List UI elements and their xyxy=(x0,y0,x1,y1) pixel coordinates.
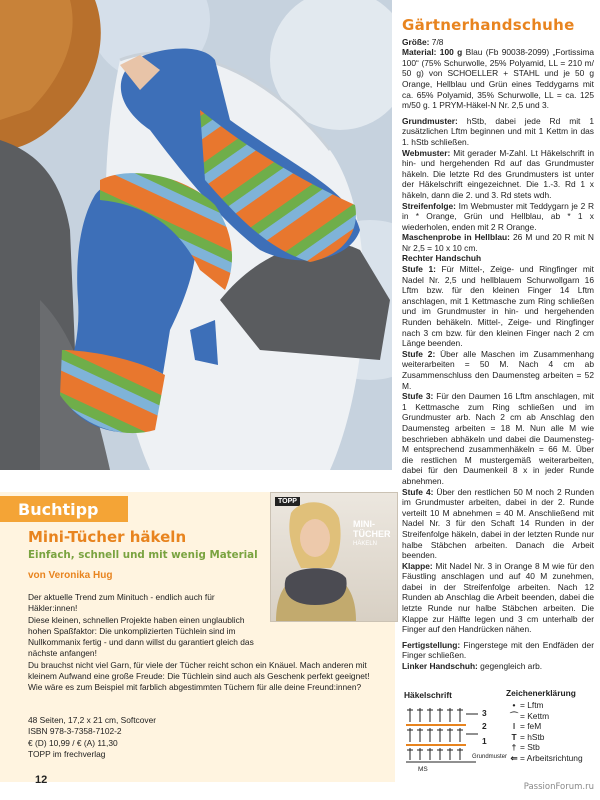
legend-symbol: • xyxy=(512,700,516,710)
paragraph-label: Material: 100 g xyxy=(402,47,463,58)
paragraph-label: Streifenfolge: xyxy=(402,200,456,211)
article-paragraph xyxy=(402,47,594,111)
legend-text: = feM xyxy=(520,721,542,731)
article-paragraph xyxy=(402,37,594,48)
paragraph-label: Maschenprobe in Hellblau: xyxy=(402,232,510,243)
paragraph-label: Linker Handschuh: xyxy=(402,661,478,672)
legend-text: = Stb xyxy=(520,742,540,752)
paragraph-label: Klappe: xyxy=(402,560,433,571)
paragraph-text: Mit gerader M-Zahl. Lt Häkelschrift in hin- und hergehenden Rd auf das Grundmuster häkeln. Die letzte Rd des Grundmusters ist unter der Häkelschrift eingezeichnet. Die 1.-3. Rd 1 x häkeln, dann die 2. und 3. Rd stets wdh. xyxy=(402,147,594,200)
article-paragraph xyxy=(402,661,594,672)
legend-item xyxy=(508,742,583,753)
paragraph-label: Grundmuster: xyxy=(402,115,458,126)
cover-woman-image xyxy=(271,493,397,621)
book-author: von Veronika Hug xyxy=(28,570,113,581)
paragraph-label: Stufe 2: xyxy=(402,348,436,359)
paragraph-text: Über den restlichen 50 M noch 2 Runden im Grundmuster arbeiten, dabei in der 2. Runde verteilt 10 M abnehmen = 40 M. Anschließend mit Nadel Nr. 3 für den Schaft 14 Runden in der Streifenfolge häkeln, dabei in der letzten Runde nur halbe Stäbchen arbeiten. Danach die Arbeit beenden. xyxy=(402,486,594,561)
chart-row-2: 2 xyxy=(482,721,487,731)
legend-symbol: † xyxy=(511,742,517,752)
legend-item xyxy=(508,700,583,711)
book-meta xyxy=(28,715,156,760)
crochet-chart-area xyxy=(402,688,594,773)
chart-row-3: 3 xyxy=(482,708,487,718)
cover-title-1: MINI- xyxy=(353,519,375,529)
book-cover xyxy=(270,492,398,622)
paragraph-label: Stufe 4: xyxy=(402,486,434,497)
book-desc-p1: Der aktuelle Trend zum Minituch - endlich auch für Häkler:innen! xyxy=(28,592,215,614)
chart-title: Häkelschrift xyxy=(404,690,452,700)
legend-symbol: T xyxy=(511,731,517,742)
paragraph-text: Über alle Maschen im Zusammenhang weiterarbeiten = 50 M. Nach 4 cm ab Zusammenschluss den Daumensteg arbeiten = 52 M. xyxy=(402,348,594,391)
chart-grund-label: Grundmuster xyxy=(472,754,508,760)
article-column xyxy=(402,0,594,700)
paragraph-text: 7/8 xyxy=(429,36,444,47)
book-desc-p3: Du brauchst nicht viel Garn, für viele der Tücher reicht schon ein Knäuel. Mach anderen mit kleinem Aufwand eine große Freude: Die Tüchlein sind auch als Geschenk perfekt geeignet! Wie wäre es zum Beispiel mit farblich abgestimmten Tüchern für alle deine Freund:innen? xyxy=(28,659,370,693)
book-meta-price: € (D) 10,99 / € (A) 11,30 xyxy=(28,737,118,748)
article-paragraph xyxy=(402,201,594,233)
book-meta-isbn: ISBN 978-3-7358-7102-2 xyxy=(28,726,122,737)
paragraph-text: Mit Nadel Nr. 3 in Orange 8 M wie für den Fäustling anschlagen und auf 40 M zunehmen, dabei in der Streifenfolge arbeiten. Nach 12 Runden ab Anschlag die Arbeit beenden, dabei die letzte Runde nur halbe Stäbchen arbeiten. Die Klappe zur Hälfte legen und 3 cm unterhalb der Finger auf den Handrücken nähen. xyxy=(402,560,594,635)
legend-symbol: ǀ xyxy=(512,721,516,731)
legend-item xyxy=(508,721,583,732)
paragraph-label: Größe: xyxy=(402,36,430,47)
cover-title-2: TÜCHER xyxy=(353,529,391,539)
buchtipp-header xyxy=(28,528,278,581)
page-number: 12 xyxy=(35,774,48,786)
paragraph-text: Für Mittel-, Zeige- und Ringfinger mit Nadel Nr. 2,5 und hellblauem Schurwollgarn 16 Lftm bzw. für den kleinen Finger 14 Lftm anschlagen, mit 1 Kettmasche zum Ring schließen und im Grundmuster in hin- und hergehenden Runden behäkeln. Mittel-, Zeige- und Ringfinger nach 3 cm bzw. für den kleinen Finger nach 2 cm Länge beenden. xyxy=(402,264,594,349)
article-paragraph xyxy=(402,264,594,349)
paragraph-text: Für den Daumen 16 Lftm anschlagen, mit 1 Kettmasche zum Ring schließen und im Grundmuster arb. Nach 2 cm ab Anschlag den Daumensteg arbeiten = 18 M. Nun alle M wie beschrieben abhäkeln und dabei die Daumensteg-M entsprechend zusammenhäkeln = 66 M. Über die restlichen M mustergemäß weiterarbeiten, dabei für den Daumenkeil 8 x in jeder Runde abnehmen. xyxy=(402,391,594,486)
legend-item xyxy=(508,732,583,743)
watermark: PassionForum.ru xyxy=(523,782,594,792)
cover-publisher: TOPP xyxy=(275,497,300,506)
legend-title: Zeichenerklärung xyxy=(506,688,576,698)
article-paragraph xyxy=(402,116,594,148)
paragraph-label: Stufe 1: xyxy=(402,264,436,275)
gloves-photo xyxy=(0,0,392,470)
legend-item xyxy=(508,753,583,764)
paragraph-text: 26 M und 20 R mit N Nr 2,5 = 10 x 10 cm. xyxy=(402,232,594,253)
buchtipp-tag-label: Buchtipp xyxy=(18,500,99,519)
article-paragraph xyxy=(402,640,594,661)
book-meta-publisher: TOPP im frechverlag xyxy=(28,748,106,759)
book-meta-pages: 48 Seiten, 17,2 x 21 cm, Softcover xyxy=(28,715,157,725)
article-paragraph xyxy=(402,349,594,391)
paragraph-text: hStb, dabei jede Rd mit 1 zusätzlichen Lftm beginnen und mit 1 Kettm in das 1. hStb schließen. xyxy=(402,115,594,147)
article-paragraph xyxy=(402,487,594,561)
legend-text: = Arbeitsrichtung xyxy=(520,752,583,763)
paragraph-text: gegengleich arb. xyxy=(477,661,543,672)
legend-symbol: ⌒ xyxy=(509,710,519,721)
book-subtitle: Einfach, schnell und mit wenig Material xyxy=(28,549,258,561)
article-paragraph xyxy=(402,391,594,486)
paragraph-text: Im Webmuster mit Teddygarn je 2 R in * Orange, Grün und Hellblau, ab * 1 x wiederholen, enden mit 2 R Orange. xyxy=(402,200,594,232)
gloves-illustration xyxy=(0,0,392,470)
paragraph-label: Stufe 3: xyxy=(402,391,434,402)
chart-row-1: 1 xyxy=(482,736,487,746)
legend-text: = Kettm xyxy=(520,710,550,721)
legend-item xyxy=(508,711,583,722)
book-desc-p2: Diese kleinen, schnellen Projekte haben einen unglaublich hohen Spaßfaktor: Die unkomplizierten Tüchlein sind im Nullkommanix fertig - und dann willst du garantiert gleich das nächste anfangen! xyxy=(28,614,254,659)
legend-symbol: ⇐ xyxy=(510,752,518,763)
paragraph-label: Webmuster: xyxy=(402,147,451,158)
paragraph-label: Rechter Handschuh xyxy=(402,253,482,264)
paragraph-text: Fingerstege mit den Endfäden der Finger schließen. xyxy=(402,639,594,661)
buchtipp-tag xyxy=(0,496,128,522)
paragraph-label: Fertigstellung: xyxy=(402,639,461,650)
paragraph-text: Blau (Fb 90038-2099) „Fortissima 100“ (75% Schurwolle, 25% Polyamid, LL = 210 m/ 50 g) von SCHOELLER + STAHL und je 50 g Orange, Hellblau und Grün eines Teddygarns mit ca. 65% Polyamid, 35% Schurwolle, LL = ca. 125 m/50 g. 1 PRYM-Häkel-N Nr. 2,5 und 3. xyxy=(402,47,594,111)
legend-text: = Lftm xyxy=(520,700,544,710)
article-paragraph xyxy=(402,561,594,635)
article-body xyxy=(402,37,594,672)
chart-ms-label: MS xyxy=(418,766,428,773)
book-title: Mini-Tücher häkeln xyxy=(28,528,187,546)
legend-list xyxy=(508,700,583,763)
crochet-chart-diagram xyxy=(406,702,506,772)
article-paragraph xyxy=(402,253,594,264)
cover-title xyxy=(353,519,391,549)
article-paragraph xyxy=(402,148,594,201)
article-title: Gärtnerhandschuhe xyxy=(402,16,575,34)
cover-title-3: HÄKELN xyxy=(353,541,378,547)
article-paragraph xyxy=(402,232,594,253)
legend-text: = hStb xyxy=(520,731,545,742)
